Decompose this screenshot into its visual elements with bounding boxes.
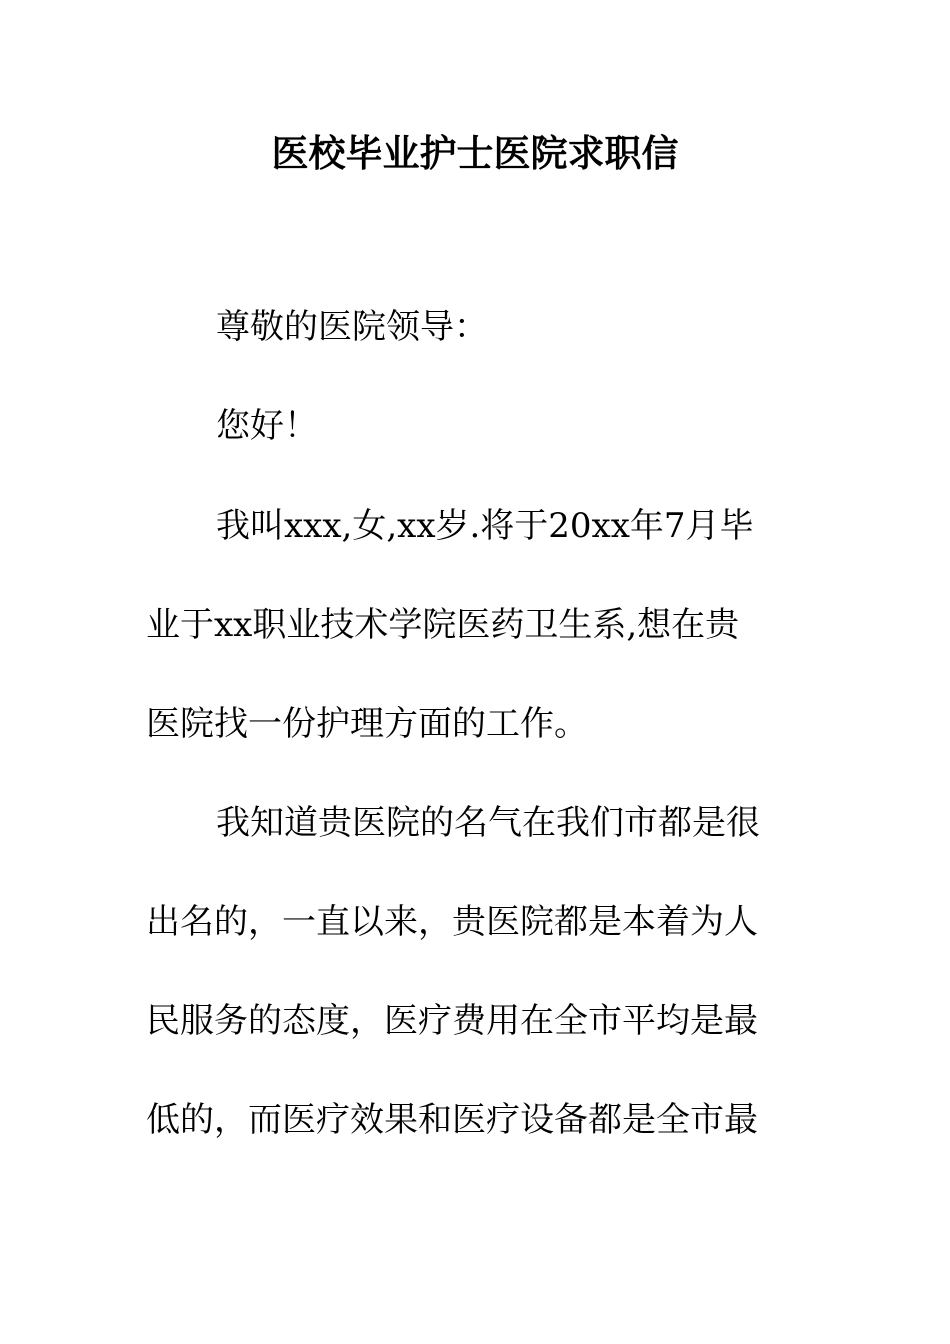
- paragraph-2-line-3: 民服务的态度，医疗费用在全市平均是最: [146, 1001, 758, 1041]
- paragraph-2-line-4: 低的，而医疗效果和医疗设备都是全市最: [146, 1100, 758, 1140]
- paragraph-2-line-2: 出名的，一直以来，贵医院都是本着为人: [146, 902, 758, 942]
- paragraph-1-line-3: 医院找一份护理方面的工作。: [146, 704, 588, 744]
- salutation: 尊敬的医院领导：: [216, 307, 488, 347]
- document-title: 医校毕业护士医院求职信: [271, 132, 679, 175]
- paragraph-2-line-1: 我知道贵医院的名气在我们市都是很: [216, 803, 760, 843]
- paragraph-1-line-2: 业于xx职业技术学院医药卫生系,想在贵: [146, 605, 740, 645]
- paragraph-1-line-1: 我叫xxx,女,xx岁.将于20xx年7月毕: [216, 506, 754, 546]
- greeting: 您好！: [216, 406, 318, 446]
